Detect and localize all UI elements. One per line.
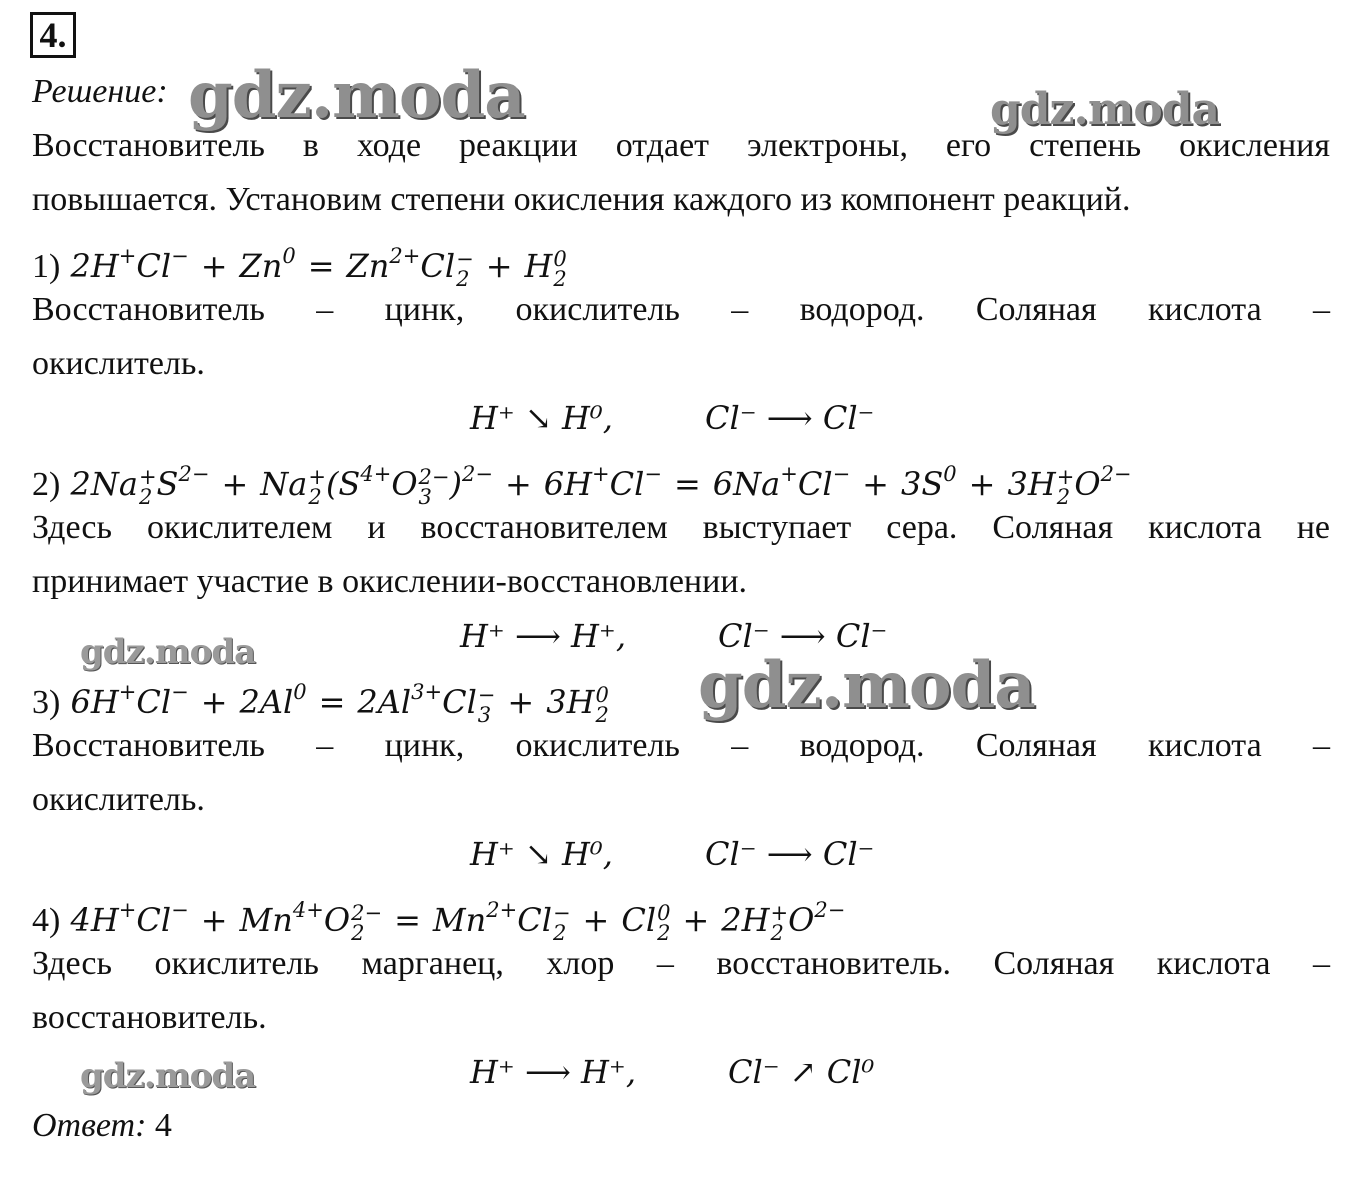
reaction-4-transition-cl: Cl⁻ ↗ Cl⁰ bbox=[728, 1053, 875, 1091]
watermark-logo: gdz.moda bbox=[80, 632, 256, 672]
reaction-3-index: 3) bbox=[32, 684, 61, 721]
watermark-logo: gdz.moda bbox=[80, 1056, 256, 1096]
reaction-4-equation: 4) $4H^+Cl^- + Mn^{4+}O$ 2− 2 = $Mn^{2+}Cl$ − 2 + Cl 0 2 + 2H + 2 $O^{2-}$ bbox=[32, 898, 846, 945]
reaction-4-explain-1: Здесь окислитель марганец, хлор – восстановитель. Соляная кислота – bbox=[32, 945, 1330, 982]
reaction-2-index: 2) bbox=[32, 466, 61, 503]
answer-label: Ответ: bbox=[32, 1107, 147, 1144]
watermark-logo: gdz.moda bbox=[990, 84, 1220, 135]
answer bbox=[32, 1106, 172, 1146]
reaction-1-equation: 1) $2H^+Cl^- + Zn^0 = Zn^{2+}Cl$ − 2 + H 0 2 bbox=[32, 244, 567, 291]
reaction-3-explain-2: окислитель. bbox=[32, 781, 205, 818]
reaction-3-equation: 3) $6H^+Cl^- + 2Al^0 = 2Al^{3+}Cl$ − 3 + 3H 0 2 bbox=[32, 680, 609, 727]
intro-line-2: повышается. Установим степени окисления каждого из компонент реакций. bbox=[32, 181, 1131, 218]
reaction-4-transition-h: H⁺ ⟶ H⁺, bbox=[470, 1053, 636, 1091]
reaction-2-equation: 2) 2Na + 2 $S^{2-} + Na$ + 2 ($S^{4+}O$ 2− 3 )$^{2-} + 6H^+Cl^- = 6Na^+Cl^- + 3S^0 + 3H$ + 2 $O^{2-}$ bbox=[32, 462, 1132, 509]
reaction-1-index: 1) bbox=[32, 248, 61, 285]
reaction-3-explain-1: Восстановитель – цинк, окислитель – водород. Соляная кислота – bbox=[32, 727, 1330, 764]
reaction-2-explain-2: принимает участие в окислении-восстановлении. bbox=[32, 563, 748, 600]
answer-value: 4 bbox=[154, 1107, 172, 1144]
watermark-logo: gdz.moda bbox=[188, 58, 525, 133]
reaction-3-transition-h: H⁺ ↘ H⁰, bbox=[470, 835, 613, 873]
reaction-3-transition-cl: Cl⁻ ⟶ Cl⁻ bbox=[705, 835, 875, 873]
reaction-1-transition-h: H⁺ ↘ H⁰, bbox=[470, 399, 613, 437]
reaction-4-index: 4) bbox=[32, 902, 61, 939]
reaction-4-explain-2: восстановитель. bbox=[32, 999, 267, 1036]
reaction-2-transition-h: H⁺ ⟶ H⁺, bbox=[460, 617, 626, 655]
solution-label: Решение: bbox=[32, 73, 168, 110]
intro-line-1: Восстановитель в ходе реакции отдает электроны, его степень окисления bbox=[32, 127, 1330, 164]
reaction-1-explain-1: Восстановитель – цинк, окислитель – водород. Соляная кислота – bbox=[32, 291, 1330, 328]
task-number: 4. bbox=[30, 12, 76, 58]
reaction-1-explain-2: окислитель. bbox=[32, 345, 205, 382]
reaction-1-transition-cl: Cl⁻ ⟶ Cl⁻ bbox=[705, 399, 875, 437]
reaction-2-explain-1: Здесь окислителем и восстановителем выступает сера. Соляная кислота не bbox=[32, 509, 1330, 546]
watermark-logo: gdz.moda bbox=[698, 648, 1035, 723]
reaction-2-transition-cl: Cl⁻ ⟶ Cl⁻ bbox=[718, 617, 888, 655]
